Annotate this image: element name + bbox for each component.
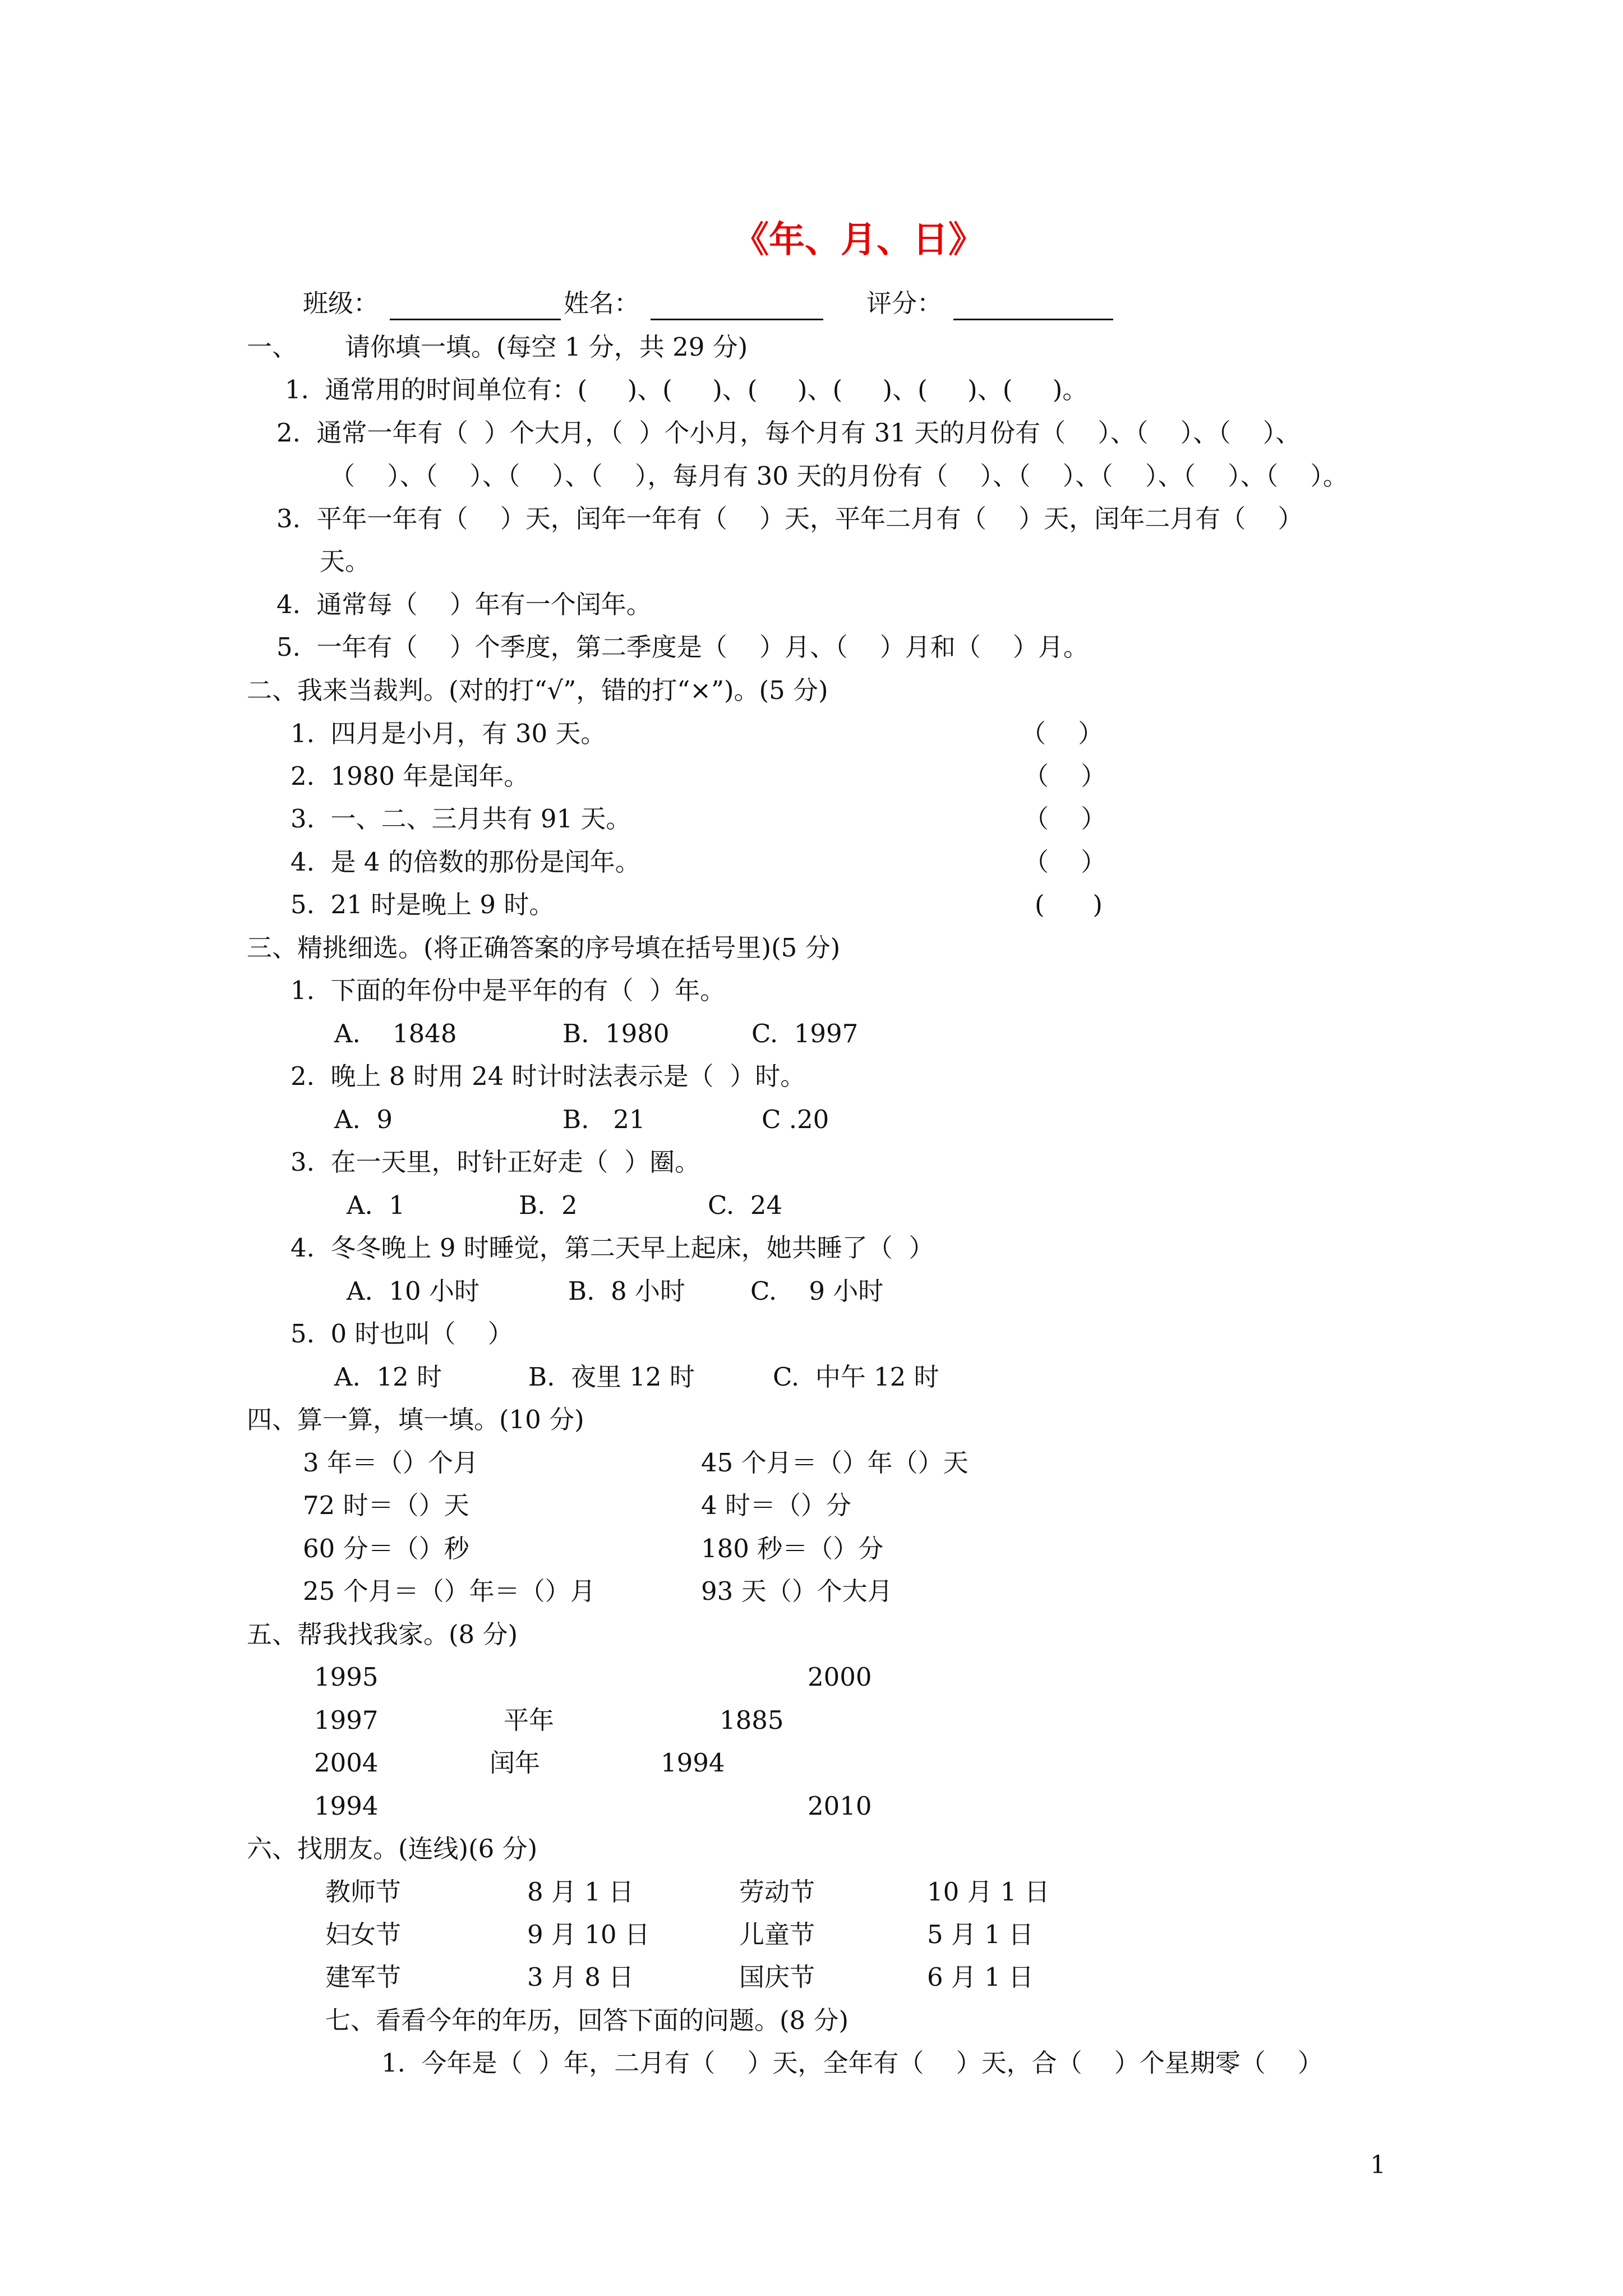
s4-right-2: 4 时＝（）分 [701,1490,851,1520]
s3-q4-option-c[interactable]: C. 9 小时 [750,1276,884,1306]
s3-q4-option-a[interactable]: A. 10 小时 [347,1276,479,1306]
s3-question-3: 3. 在一天里，时针正好走（ ）圈。 [291,1147,700,1177]
s4-left-4: 25 个月＝（）年＝（）月 [303,1576,596,1606]
s4-right-4: 93 天（）个大月 [701,1576,893,1606]
s3-q3-option-a[interactable]: A. 1 [347,1190,405,1220]
s1-question-2: 2. 通常一年有（ ）个大月，（ ）个小月，每个月有 31 天的月份有（ ）、（ ）、（ ）、 [276,418,1301,448]
s6-date-mar-8[interactable]: 3 月 8 日 [527,1962,634,1992]
class-label: 班级： [303,288,379,318]
name-field[interactable] [651,292,823,320]
s5-label-common-year: 平年 [504,1705,555,1735]
s6-festival-childrens-day[interactable]: 儿童节 [739,1920,815,1949]
s3-question-5: 5. 0 时也叫（ ） [291,1319,513,1349]
section-5-heading: 五、帮我找我家。(8 分) [247,1619,518,1649]
section-1-number: 一、 [247,332,298,362]
s6-festival-womens-day[interactable]: 妇女节 [325,1920,402,1949]
s3-q3-option-b[interactable]: B. 2 [519,1190,578,1220]
s3-question-4: 4. 冬冬晚上 9 时睡觉，第二天早上起床，她共睡了（ ） [291,1233,934,1263]
s3-q1-option-c[interactable]: C. 1997 [751,1019,859,1048]
s2-item-2-answer[interactable]: （ ） [1023,761,1106,791]
section-2-heading: 二、我来当裁判。(对的打“√”，错的打“×”)。(5 分) [247,675,828,705]
s1-question-4: 4. 通常每（ ）年有一个闰年。 [276,590,652,619]
s3-q5-option-c[interactable]: C. 中午 12 时 [773,1362,939,1392]
s4-left-3: 60 分＝（）秒 [303,1534,469,1563]
s3-q2-option-b[interactable]: B. 21 [562,1105,645,1134]
s2-item-1-answer[interactable]: （ ） [1021,719,1104,748]
s1-question-1: 1. 通常用的时间单位有：( )、( )、( )、( )、( )、( )。 [285,375,1088,404]
s2-item-5-answer[interactable]: ( ) [1035,890,1103,919]
s4-right-1: 45 个月＝（）年（）天 [701,1448,969,1478]
s3-q4-option-b[interactable]: B. 8 小时 [568,1276,685,1306]
s5-year-1995[interactable]: 1995 [314,1662,379,1692]
s3-q1-option-a[interactable]: A. 1848 [334,1019,457,1048]
s3-question-1: 1. 下面的年份中是平年的有（ ）年。 [291,976,726,1005]
s5-year-2000[interactable]: 2000 [808,1662,872,1692]
s5-label-leap-year: 闰年 [490,1748,541,1778]
score-label: 评分： [866,288,943,318]
section-1-heading: 请你填一填。(每空 1 分，共 29 分) [345,332,748,362]
s6-date-jun-1[interactable]: 6 月 1 日 [927,1962,1034,1992]
s3-q2-option-c[interactable]: C .20 [762,1105,829,1134]
section-6-heading: 六、找朋友。(连线)(6 分) [247,1834,538,1864]
s2-item-5: 5. 21 时是晚上 9 时。 [291,890,555,919]
s2-item-3: 3. 一、二、三月共有 91 天。 [291,804,631,834]
s5-year-2004[interactable]: 2004 [314,1748,379,1778]
s4-left-1: 3 年＝（）个月 [303,1448,478,1478]
s6-festival-teachers-day[interactable]: 教师节 [325,1877,402,1907]
s5-year-1994[interactable]: 1994 [314,1791,379,1821]
name-label: 姓名： [564,288,640,318]
s6-date-aug-1[interactable]: 8 月 1 日 [527,1877,634,1907]
s4-right-3: 180 秒＝（）分 [701,1534,884,1563]
score-field[interactable] [953,292,1113,320]
page-title: 《年、月、日》 [733,219,984,261]
s5-year-1885[interactable]: 1885 [720,1705,784,1735]
class-field[interactable] [390,292,561,320]
s7-question-1: 1. 今年是（ ）年，二月有（ ）天，全年有（ ）天，合（ ）个星期零（ ） [381,2048,1324,2078]
s6-festival-labor-day[interactable]: 劳动节 [739,1877,815,1907]
s1-question-3: 3. 平年一年有（ ）天，闰年一年有（ ）天，平年二月有（ ）天，闰年二月有（ ） [276,504,1303,533]
s1-question-3-cont: 天。 [320,546,371,576]
s6-date-may-1[interactable]: 5 月 1 日 [927,1920,1034,1949]
s6-date-sep-10[interactable]: 9 月 10 日 [527,1920,650,1949]
s3-q5-option-a[interactable]: A. 12 时 [334,1362,442,1392]
s6-festival-national-day[interactable]: 国庆节 [739,1962,815,1992]
s2-item-3-answer[interactable]: （ ） [1023,804,1106,834]
section-7-heading: 七、看看今年的年历，回答下面的问题。(8 分) [325,2005,849,2035]
s3-q1-option-b[interactable]: B. 1980 [562,1019,670,1048]
s2-item-1: 1. 四月是小月，有 30 天。 [291,719,606,748]
s6-festival-army-day[interactable]: 建军节 [325,1962,402,1992]
s2-item-4-answer[interactable]: （ ） [1023,847,1106,877]
s1-question-5: 5. 一年有（ ）个季度，第二季度是（ ）月、（ ）月和（ ）月。 [276,632,1089,662]
s3-q3-option-c[interactable]: C. 24 [708,1190,783,1220]
section-3-heading: 三、精挑细选。(将正确答案的序号填在括号里)(5 分) [247,933,841,963]
s5-year-1997[interactable]: 1997 [314,1705,379,1735]
s4-left-2: 72 时＝（）天 [303,1490,469,1520]
s5-year-2010[interactable]: 2010 [808,1791,872,1821]
s6-date-oct-1[interactable]: 10 月 1 日 [927,1877,1050,1907]
s3-question-2: 2. 晚上 8 时用 24 时计时法表示是（ ）时。 [291,1061,806,1091]
s2-item-4: 4. 是 4 的倍数的那份是闰年。 [291,847,640,877]
s5-year-1994-mid[interactable]: 1994 [661,1748,725,1778]
s3-q5-option-b[interactable]: B. 夜里 12 时 [528,1362,695,1392]
s2-item-2: 2. 1980 年是闰年。 [291,761,529,791]
s1-question-2-cont: （ ）、（ ）、（ ）、（ ），每月有 30 天的月份有（ ）、（ ）、（ ）、（ ）、（ ）。 [330,461,1348,491]
section-4-heading: 四、算一算，填一填。(10 分) [247,1405,584,1434]
s3-q2-option-a[interactable]: A. 9 [334,1105,393,1134]
page-number: 1 [1370,2151,1386,2179]
